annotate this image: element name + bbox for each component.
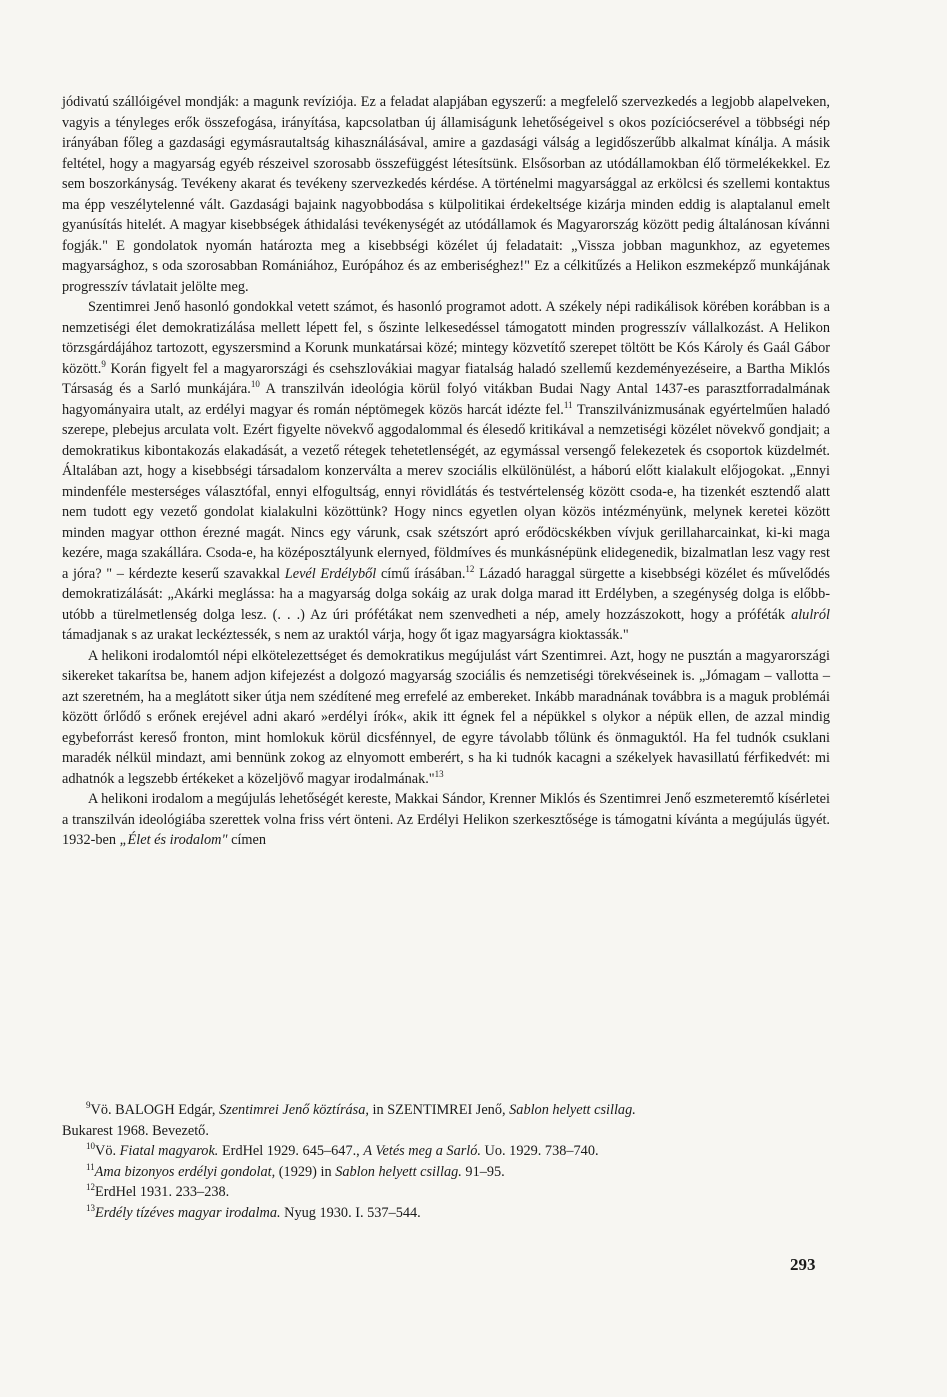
page-body	[62, 92, 830, 851]
italic-title: „Élet és irodalom"	[119, 832, 228, 848]
footnote-mark: 11	[86, 1161, 95, 1172]
italic-title: Erdély tízéves magyar irodalma.	[95, 1204, 281, 1221]
main-text	[62, 92, 830, 851]
footnote-mark: 9	[86, 1100, 91, 1111]
text-run: Szentimrei Jenő hasonló gondokkal vetett számot, és hasonló programot adott. A székely népi radikálisok körében korábban is a nemzetiségi élet demokratizálása mellett lépett fel, s őszinte lelkesedéssel támogatott minden progresszív vállalkozást. A Helikon törzsgárdájához tartozott, egyszersmind a Korunk munkatársai közé; mintegy közvetítő szerepet töltött be Kós Károly és Gaál Gábor között.	[62, 299, 830, 377]
footnote	[86, 1100, 830, 1121]
text-run: ErdHel 1929. 645–647.,	[218, 1143, 364, 1159]
page-number: 293	[790, 1255, 816, 1274]
footnote-reference: 11	[563, 399, 573, 410]
footnote	[86, 1141, 830, 1162]
text-run: Transzilvánizmusának egyértelműen haladó szerepe, plebejus arculata volt. Ezért figyelte növekvő aggodalommal és élesedő kritikával a nemzetiségi közélet növekvő gondjait; a demokratikus kibontakozás elakadását, a vezető rétegek tehetetlenségét, az egymással versengő felekezetek és csoportok küzdelmét. Általában azt, hogy a kisebbségi társadalom konzerválta a merev szociális elkülönülést, a háború előtt kialakult előjogokat. „Ennyi mindenféle mesterséges választófal, ennyi elfogultság, ennyi rövidlátás és testvértelenség között csoda-e, ha tizenkét esztendő alatt nem tudott egy vezető gondolat kialakulni közöttünk? Hogy nincs egyetlen olyan közös intézményünk, melynek keretei között minden magyar otthon érezné magát. Nincs egy várunk, csak szétszórt apró erődöcskékben vívjuk gerillaharcainkat, ki-ki maga kezére, maga szakállára. Csoda-e, ha középosztályunk elernyed, földmíves és munkásnépünk elidegenedik, bizalmatlan lesz vagy rest a jóra? " – kérdezte keserű szavakkal	[62, 401, 830, 582]
footnote	[86, 1182, 830, 1203]
text-run: című írásában.	[376, 565, 466, 582]
footnotes	[62, 1100, 830, 1223]
paragraph	[62, 297, 830, 646]
text-run: in SZENTIMREI Jenő,	[368, 1102, 510, 1118]
italic-title: A Vetés meg a Sarló.	[363, 1143, 481, 1159]
paragraph	[62, 646, 830, 790]
footnote	[86, 1203, 830, 1224]
text-run: A transzilván ideológia körül folyó vitákban Budai Nagy Antal 1437-es parasztforradalmának hagyományaira utalt, az erdélyi magyar és román néptömegek közös harcát idézte fel.	[62, 381, 830, 418]
footnote-reference: 9	[101, 358, 106, 369]
footnote-mark: 10	[86, 1141, 95, 1152]
text-run: 91–95.	[461, 1163, 505, 1180]
footnote-reference: 13	[434, 768, 444, 779]
text-run: jódivatú szállóigével mondják: a magunk revíziója. Ez a feladat alapjában egyszerű: a megfelelő szervezkedés a legjobb alapelveken, vagyis a tényleges erők összefogása, irányítása, kapcsolatban új államiságunk lehetőségeivel s okos pozíciócserével a többségi nép irányában főleg a gazdasági egymásrautaltság kihasználásával, amire a gazdasági válság a legidőszerűbb alkalmat kínálja. A másik feltétel, hogy a magyarság egyéb részeivel szorosabb összefüggést létesítsünk. Elsősorban az utódállamokban élő törmelékekkel. Ez sem boszorkányság. Tevékeny akarat és tevékeny szervezkedés kérdése. A történelmi magyarsággal az erkölcsi és szellemi kontaktus ma épp veszélytelenné vált. Gazdasági bajaink nagyobbodása s külpolitikai érdekeltsége kizárja minden eddig is alaptalanul emelt gyanúsítás hitelét. A magyar kisebbségek áthidalási tevékenységét az utódállamok és Magyarország között pedig általánosan kívánni fogják." E gondolatok nyomán határozta meg a kisebbségi közélet új feladatait: „Vissza jobban magunkhoz, az egyetemes magyarsághoz, s oda szorosabban Romániához, Európához és az emberiséghez!" Ez a célkitűzés a Helikon eszmeképző munkájának progresszív távlatait jelölte meg.	[62, 94, 830, 295]
text-run: A helikoni irodalom a megújulás lehetőségét kereste, Makkai Sándor, Krenner Miklós és Szentimrei Jenő eszmeteremtő kísérletei a transzilván ideológiába szerettek volna friss vért önteni. Az Erdélyi Helikon szerkesztősége is támogatni kívánta a megújulás ügyét. 1932-ben	[62, 791, 830, 848]
text-run: Nyug 1930. I. 537–544.	[280, 1204, 421, 1221]
italic-title: Ama bizonyos erdélyi gondolat,	[94, 1163, 276, 1180]
paragraph	[62, 92, 830, 297]
text-run: címen	[227, 832, 267, 848]
text-run: Lázadó haraggal sürgette a kisebbségi közélet és művelődés demokratizálását: „Akárki meglássa: ha a magyarság dolga sokáig az urak dolga marad itt Erdélyben, a szegénység dolga is előbb-utóbb a türelmetlenség dolga lesz. (. . .) Az úri prófétákat nem szenvedheti a nép, amely hozzászokott, hogy a próféták	[62, 565, 830, 623]
italic-title: Levél Erdélyből	[284, 565, 377, 582]
text-run: A helikoni irodalomtól népi elkötelezettséget és demokratikus megújulást várt Szentimrei. Azt, hogy ne pusztán a magyarországi sikereket takarítsa be, hanem adjon kifejezést a dolgozó magyarság szociális és nemzetiségi törekvéseinek is. „Jómagam – vallotta – azt szeretném, ha a meglátott siker útja nem szédítené meg errefelé az embereket. Inkább maradnának továbbra is a maguk problémái között őrlődő s erőnek erejével adni akaró »erdélyi írók«, akik itt égnek fel a népükkel s olykor a népük ellen, de azzal mindig egybeforrást kereső fronton, mint homlokuk körül dicsfénnyel, de egyre távolabb tőlünk és önmaguktól. Ha fel tudnók csuklani maradék nélkül mindazt, ami bennünk zokog az elnyomott emberért, s ha ki tudnók kacagni a székelyek havasillatú férfikedvét: mi adhatnók a legszebb értékeket a közeljövő magyar irodalmának."	[62, 647, 830, 787]
italic-title: Sablon helyett csillag.	[335, 1163, 462, 1180]
text-run: Korán figyelt fel a magyarországi és csehszlovákiai magyar fiatalság haladó szellemű kezdeményezéseire, a Bartha Miklós Társaság és a Sarló munkájára.	[62, 360, 830, 397]
italic-title: Fiatal magyarok.	[119, 1143, 219, 1159]
text-run: (1929) in	[275, 1163, 336, 1180]
text-run: támadjanak s az urakat leckéztessék, s nem az uraktól várja, hogy őt igaz magyarságra kioktassák."	[62, 627, 629, 643]
footnote-mark: 12	[86, 1182, 95, 1193]
italic-title: Sablon helyett csillag.	[509, 1102, 636, 1118]
text-run: Vö. BALOGH Edgár,	[90, 1102, 219, 1118]
italic-title: alulról	[791, 606, 830, 623]
footnote	[86, 1162, 830, 1183]
paragraph	[62, 789, 830, 851]
footnote-continuation: Bukarest 1968. Bevezető.	[62, 1122, 209, 1139]
italic-title: Szentimrei Jenő köztírása,	[218, 1102, 369, 1118]
text-run: ErdHel 1931. 233–238.	[95, 1184, 230, 1200]
footnote-mark: 13	[86, 1202, 95, 1213]
footnote-reference: 10	[250, 379, 260, 390]
text-run: Vö.	[95, 1143, 120, 1159]
text-run: Uo. 1929. 738–740.	[480, 1143, 599, 1159]
footnote-reference: 12	[465, 563, 475, 574]
